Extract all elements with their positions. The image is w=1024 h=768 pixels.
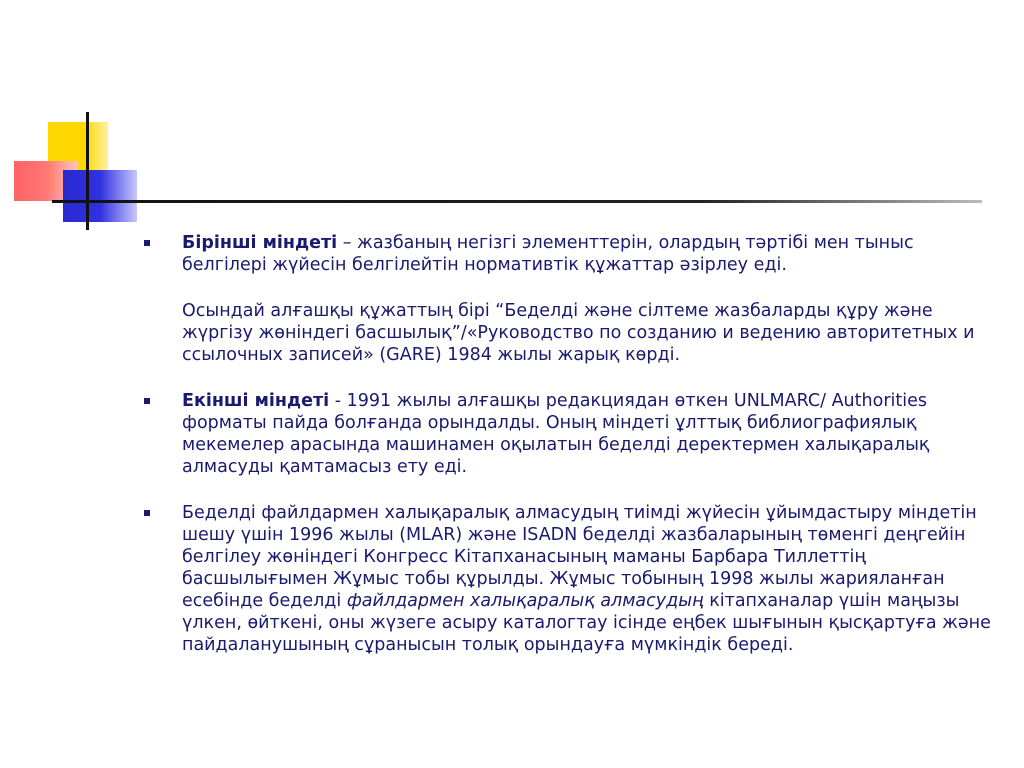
vertical-line-decoration — [86, 112, 89, 230]
first-task-heading: Бірінші міндеті — [182, 233, 338, 253]
exchange-text-post: кітапханалар үшін маңызы үлкен, өйткені, оны жүзеге асыру каталогтау ісінде еңбек шығынын қысқартуға және пайдаланушының сұранысын толық орындауға мүмкіндік береді. — [182, 591, 991, 655]
bullet-item-first-task — [142, 232, 992, 276]
exchange-text-italic: файлдармен халықаралық алмасудың — [346, 591, 704, 611]
bullet-item-second-task — [142, 390, 992, 478]
second-task-text: - 1991 жылы алғашқы редакциядан өткен UNLMARC/ Authorities форматы пайда болғанда орындалды. Оның міндеті ұлттық библиографиялық мекемелер арасында машинамен оқылатын беделді деректермен халықаралық алмасуды қамтамасыз ету еді. — [182, 391, 930, 477]
exchange-text-pre: Беделді файлдармен халықаралық алмасудың тиімді жүйесін ұйымдастыру міндетін шешу үшін 1996 жылы (MLAR) және ISADN беделді жазбаларының төменгі деңгейін белгілеу жөніндегі Конгресс Кітапханасының маманы Барбара Тиллеттің басшылығымен Жұмыс тобы құрылды. Жұмыс тобының 1998 жылы жарияланған есебінде беделді — [182, 503, 977, 611]
gare-text: Осындай алғашқы құжаттың бірі “Беделді және сілтеме жазбаларды құру және жүргізу жөніндегі басшылық”/«Руководство по созданию и ведению авторитетных и ссылочных записей» (GARE) 1984 жылы жарық көрді. — [182, 301, 975, 365]
bullet-square-icon — [144, 398, 150, 404]
bullet-square-icon — [144, 510, 150, 516]
paragraph-gare — [142, 300, 992, 366]
second-task-heading: Екінші міндеті — [182, 391, 330, 411]
horizontal-rule — [52, 200, 982, 203]
bullet-item-exchange — [142, 502, 992, 656]
slide-content — [142, 232, 992, 656]
blue-square-decoration — [63, 170, 137, 222]
first-task-text: – жазбаның негізгі элементтерін, олардың тәртібі мен тыныс белгілері жүйесін белгілейтін нормативтік құжаттар әзірлеу еді. — [182, 233, 914, 275]
bullet-square-icon — [144, 240, 150, 246]
